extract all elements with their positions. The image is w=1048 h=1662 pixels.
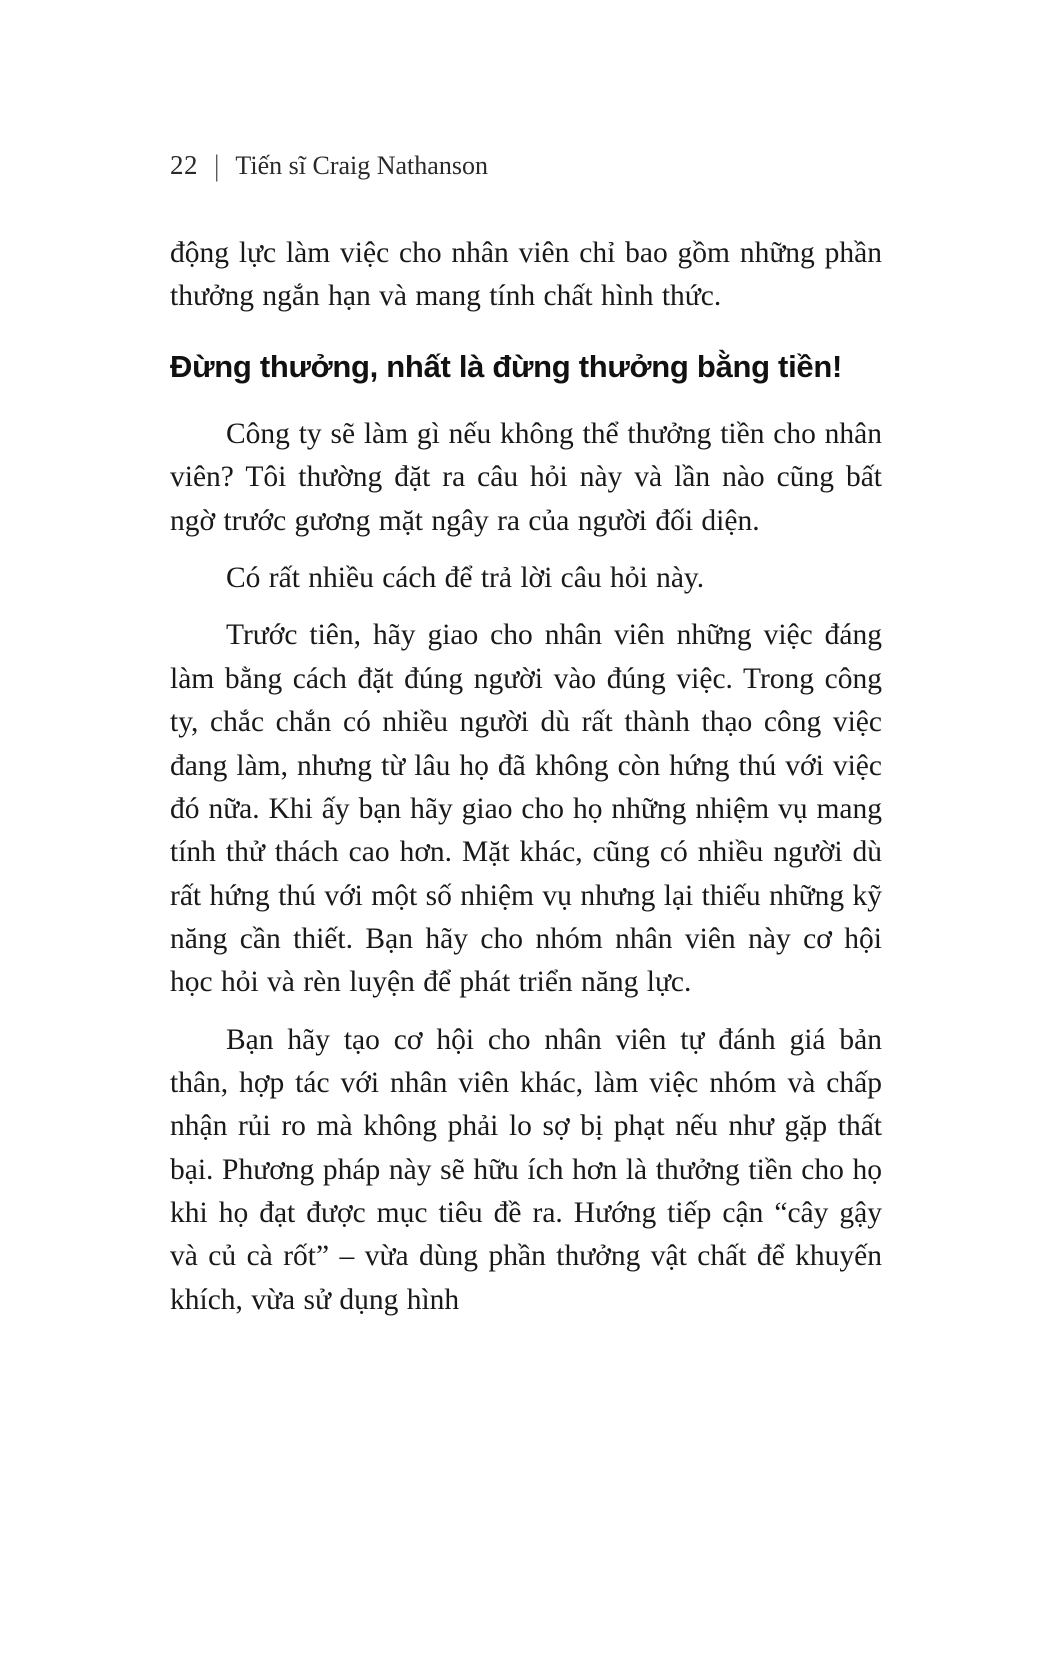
header-separator: | — [214, 148, 220, 182]
page-content — [170, 232, 882, 1336]
page-header — [170, 150, 880, 181]
paragraph: Công ty sẽ làm gì nếu không thể thưởng tiền cho nhân viên? Tôi thường đặt ra câu hỏi này và lần nào cũng bất ngờ trước gương mặt ngây ra của người đối diện. — [170, 418, 882, 537]
paragraph-continuation: động lực làm việc cho nhân viên chỉ bao gồm những phần thưởng ngắn hạn và mang tính chất hình thức. — [170, 237, 882, 313]
page-number: 22 — [170, 150, 198, 180]
paragraph: Trước tiên, hãy giao cho nhân viên những việc đáng làm bằng cách đặt đúng người vào đúng việc. Trong công ty, chắc chắn có nhiều người dù rất thành thạo công việc đang làm, nhưng từ lâu họ đã không còn hứng thú với việc đó nữa. Khi ấy bạn hãy giao cho họ những nhiệm vụ mang tính thử thách cao hơn. Mặt khác, cũng có nhiều người dù rất hứng thú với một số nhiệm vụ nhưng lại thiếu những kỹ năng cần thiết. Bạn hãy cho nhóm nhân viên này cơ hội học hỏi và rèn luyện để phát triển năng lực. — [170, 619, 882, 999]
paragraph: Có rất nhiều cách để trả lời câu hỏi này. — [226, 562, 705, 595]
paragraph: Bạn hãy tạo cơ hội cho nhân viên tự đánh giá bản thân, hợp tác với nhân viên khác, làm việc nhóm và chấp nhận rủi ro mà không phải lo sợ bị phạt nếu như gặp thất bại. Phương pháp này sẽ hữu ích hơn là thưởng tiền cho họ khi họ đạt được mục tiêu đề ra. Hướng tiếp cận “cây gậy và củ cà rốt” – vừa dùng phần thưởng vật chất để khuyến khích, vừa sử dụng hình — [170, 1023, 882, 1316]
section-heading: Đừng thưởng, nhất là đừng thưởng bằng tiền! — [170, 348, 842, 384]
running-title: Tiến sĩ Craig Nathanson — [235, 151, 488, 180]
